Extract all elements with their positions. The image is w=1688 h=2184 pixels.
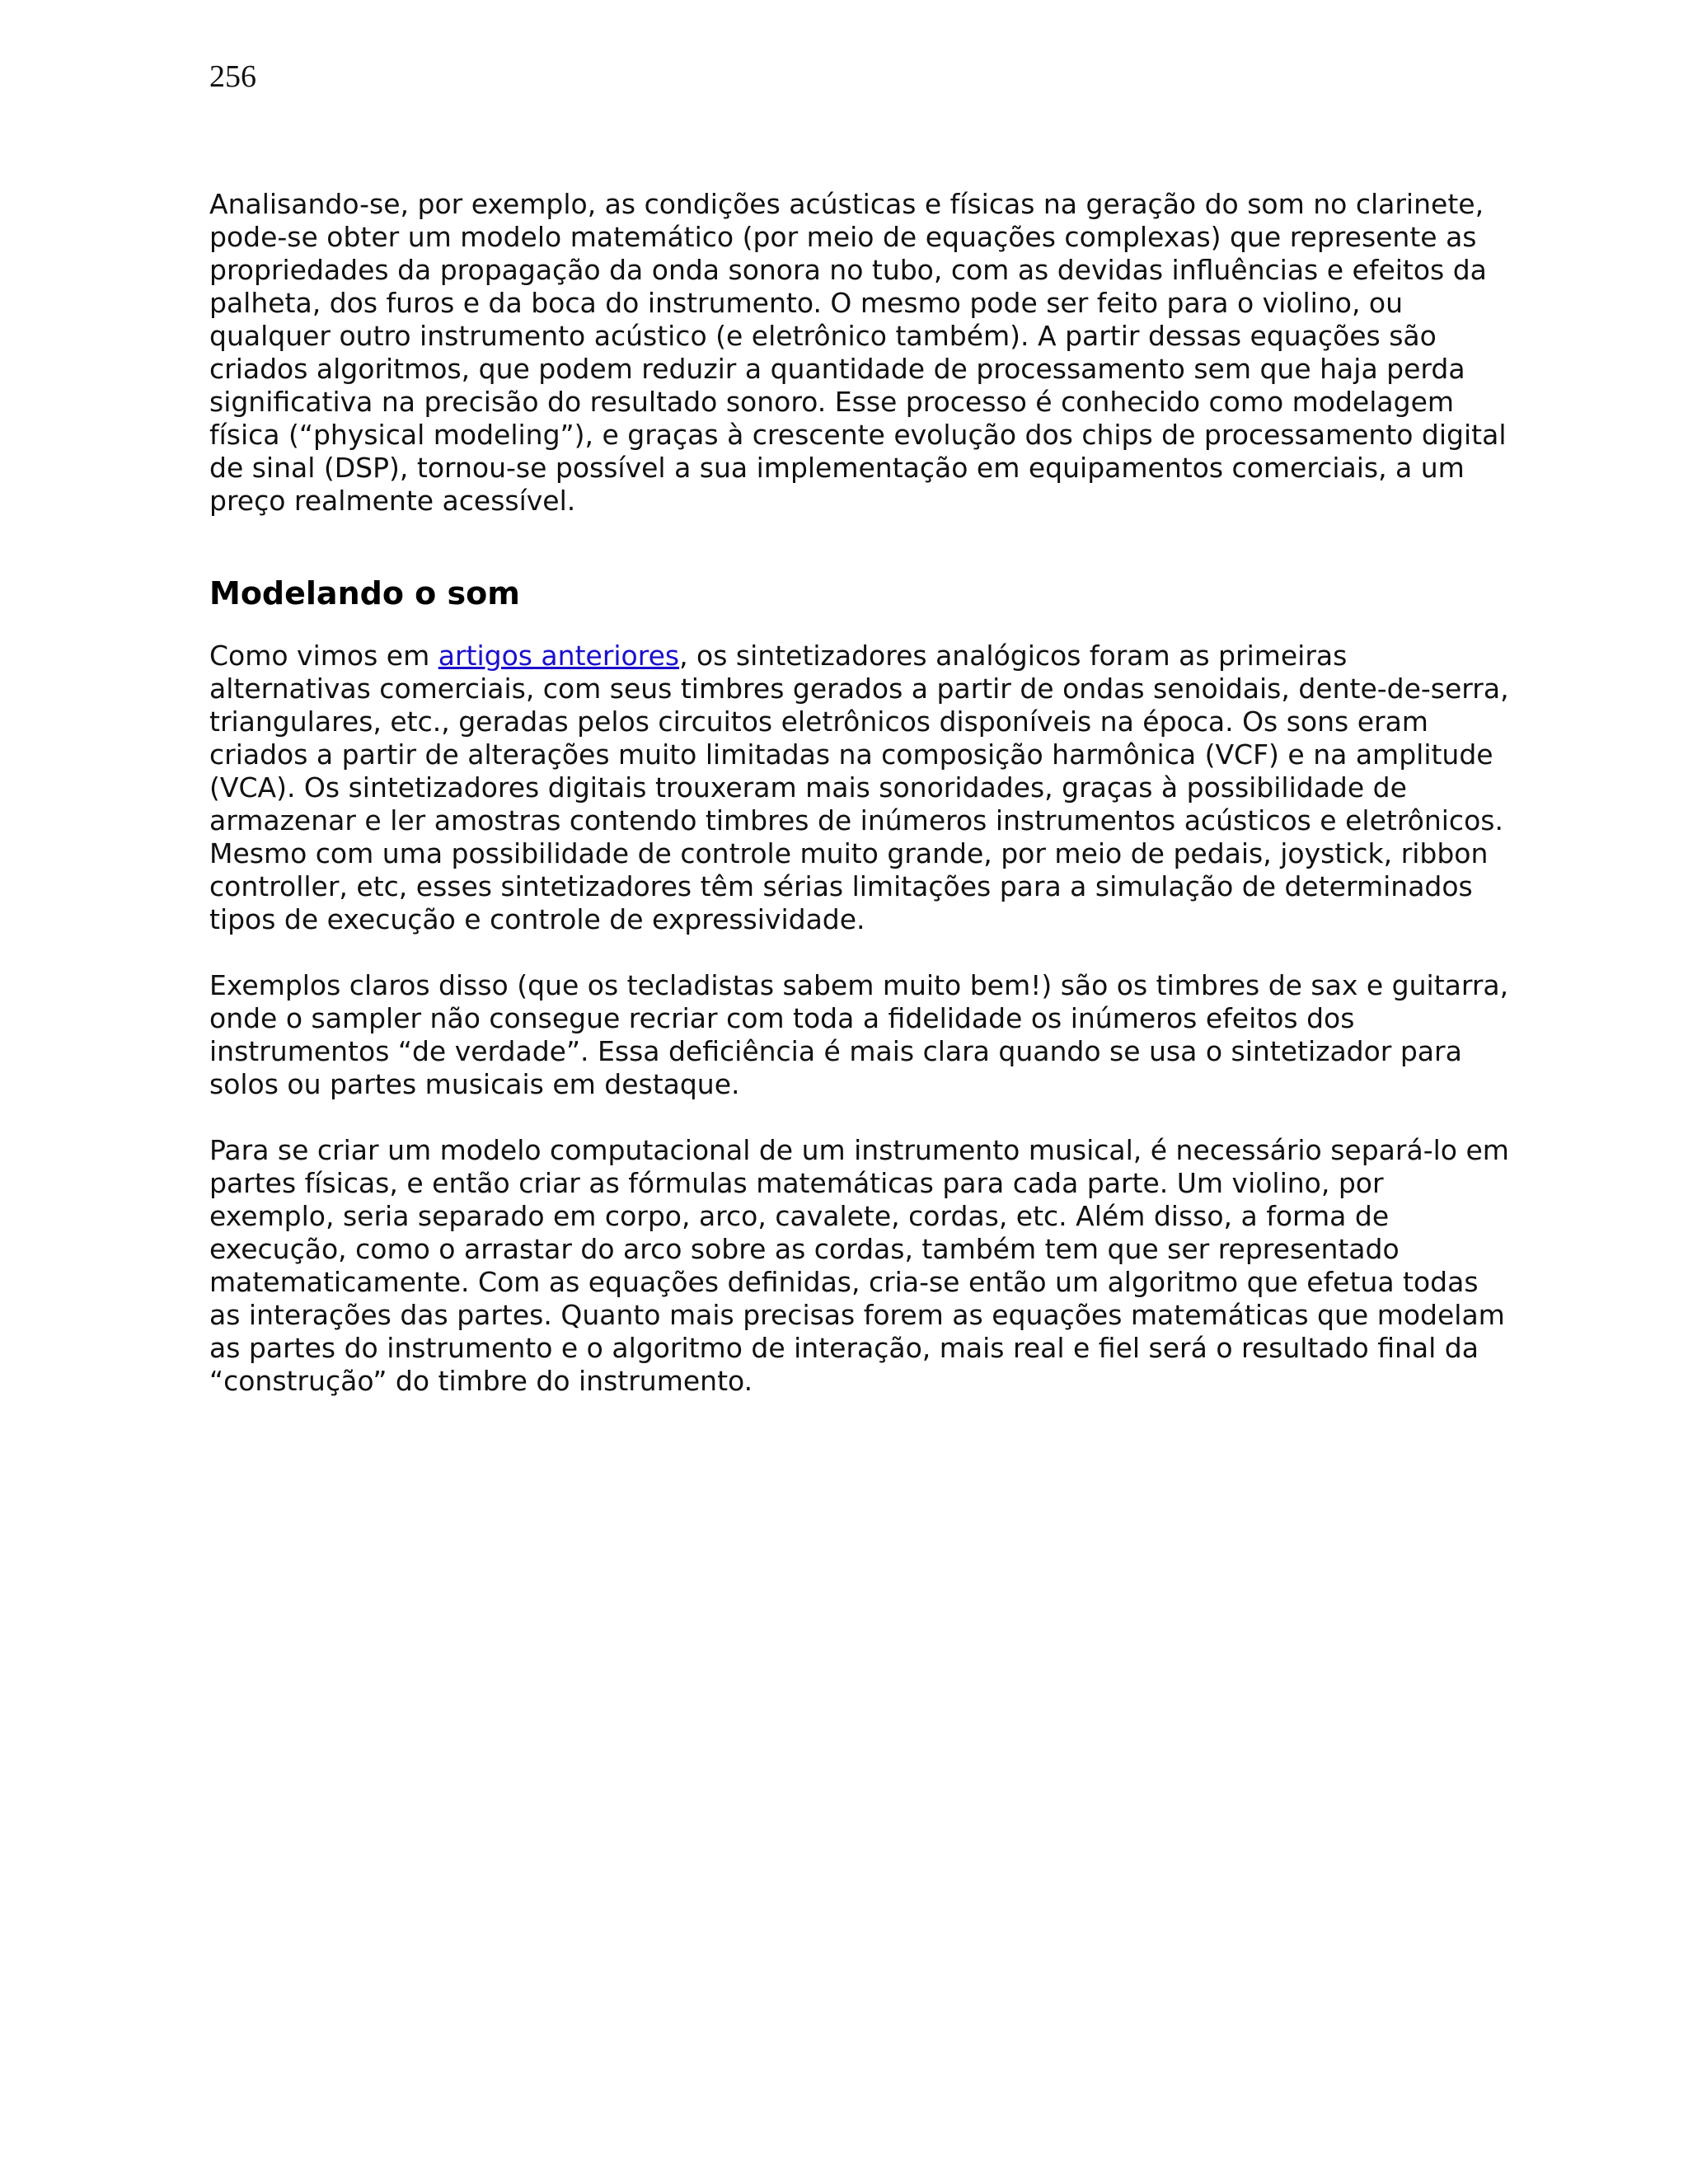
text-line: propriedades da propagação da onda sonora no tubo, com as devidas influências e efeitos da (209, 254, 1487, 286)
paragraph-synthesizers (209, 640, 1545, 936)
text-line: criados algoritmos, que podem reduzir a quantidade de processamento sem que haja perda (209, 353, 1465, 385)
previous-articles-link[interactable]: artigos anteriores (438, 640, 680, 672)
text-line: palheta, dos furos e da boca do instrumento. O mesmo pode ser feito para o violino, ou (209, 287, 1404, 319)
text-line: triangulares, etc., geradas pelos circuitos eletrônicos disponíveis na época. Os sons eram (209, 705, 1428, 738)
text-line: alternativas comerciais, com seus timbres gerados a partir de ondas senoidais, dente-de-serra, (209, 673, 1509, 705)
text-line: exemplo, seria separado em corpo, arco, cavalete, cordas, etc. Além disso, a forma de (209, 1200, 1390, 1232)
text-segment: , os sintetizadores analógicos foram as primeiras (679, 640, 1348, 672)
text-line: solos ou partes musicais em destaque. (209, 1068, 740, 1100)
text-line: controller, etc, esses sintetizadores têm sérias limitações para a simulação de determinados (209, 870, 1473, 902)
text-line: as partes do instrumento e o algoritmo de interação, mais real e fiel será o resultado final da (209, 1332, 1479, 1364)
page-number: 256 (209, 59, 256, 94)
text-line: Para se criar um modelo computacional de um instrumento musical, é necessário separá-lo em (209, 1134, 1509, 1166)
text-line: Exemplos claros disso (que os tecladistas sabem muito bem!) são os timbres de sax e guitarra, (209, 969, 1509, 1001)
text-line: Analisando-se, por exemplo, as condições acústicas e físicas na geração do som no clarinete, (209, 188, 1484, 220)
section-heading: Modelando o som (209, 575, 520, 612)
paragraph-physical-modeling-intro (209, 188, 1545, 518)
text-line: execução, como o arrastar do arco sobre as cordas, também tem que ser representado (209, 1233, 1400, 1265)
text-line: partes físicas, e então criar as fórmulas matemáticas para cada parte. Um violino, por (209, 1167, 1384, 1199)
text-line: significativa na precisão do resultado sonoro. Esse processo é conhecido como modelagem (209, 386, 1455, 418)
article-body (209, 188, 1545, 1398)
text-line: preço realmente acessível. (209, 485, 576, 517)
text-line: de sinal (DSP), tornou-se possível a sua implementação em equipamentos comerciais, a um (209, 452, 1465, 484)
text-line: instrumentos “de verdade”. Essa deficiência é mais clara quando se usa o sintetizador para (209, 1035, 1462, 1067)
paragraph-sampler-limitations (209, 969, 1545, 1101)
text-line: armazenar e ler amostras contendo timbres de inúmeros instrumentos acústicos e eletrônicos. (209, 804, 1503, 837)
text-line: as interações das partes. Quanto mais precisas forem as equações matemáticas que modelam (209, 1299, 1505, 1331)
paragraph-computational-model (209, 1134, 1545, 1398)
text-line: pode-se obter um modelo matemático (por meio de equações complexas) que represente as (209, 221, 1477, 253)
text-line-with-link (209, 640, 1545, 673)
text-line: qualquer outro instrumento acústico (e eletrônico também). A partir dessas equações são (209, 320, 1437, 352)
text-line: (VCA). Os sintetizadores digitais trouxeram mais sonoridades, graças à possibilidade de (209, 771, 1407, 804)
text-line: Mesmo com uma possibilidade de controle muito grande, por meio de pedais, joystick, ribbon (209, 837, 1489, 869)
text-line: onde o sampler não consegue recriar com toda a fidelidade os inúmeros efeitos dos (209, 1002, 1355, 1034)
text-line: tipos de execução e controle de expressividade. (209, 903, 865, 935)
text-line: física (“physical modeling”), e graças à crescente evolução dos chips de processamento digital (209, 419, 1507, 451)
text-line: “construção” do timbre do instrumento. (209, 1365, 753, 1397)
text-line: criados a partir de alterações muito limitadas na composição harmônica (VCF) e na amplitude (209, 738, 1493, 771)
text-segment: Como vimos em (209, 640, 438, 672)
text-line: matematicamente. Com as equações definidas, cria-se então um algoritmo que efetua todas (209, 1266, 1479, 1298)
